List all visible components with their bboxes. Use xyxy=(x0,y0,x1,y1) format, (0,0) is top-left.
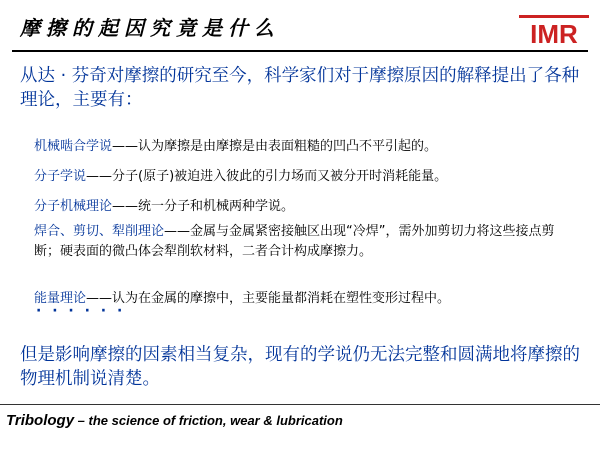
theory-item xyxy=(34,222,580,262)
theory-name: 分子机械理论 xyxy=(34,199,113,214)
theory-desc: ——分子(原子)被迫进入彼此的引力场而又被分开时消耗能量。 xyxy=(86,169,448,184)
theory-item xyxy=(34,197,580,217)
conclusion-paragraph: 但是影响摩擦的因素相当复杂，现有的学说仍无法完整和圆满地将摩擦的物理机制说清楚。 xyxy=(20,345,580,389)
footer-divider xyxy=(0,404,600,405)
header-divider xyxy=(12,50,588,52)
slide-title: 摩擦的起因究竟是什么 xyxy=(20,16,280,40)
theory-desc: ——认为摩擦是由摩擦是由表面粗糙的凹凸不平引起的。 xyxy=(112,139,438,154)
ellipsis: · · · · · · xyxy=(36,303,126,319)
theory-desc: ——认为在金属的摩擦中，主要能量都消耗在塑性变形过程中。 xyxy=(86,291,451,306)
theory-desc: ——金属与金属紧密接触区出现“冷焊”，需外加剪切力将这些接点剪断；硬表面的微凸体会犁削软材料，二者合计构成摩擦力。 xyxy=(34,224,555,259)
imr-logo xyxy=(519,12,589,46)
logo-text: IMR xyxy=(530,19,578,46)
footer xyxy=(6,412,343,429)
footer-tagline: – the science of friction, wear & lubrication xyxy=(74,413,343,428)
theory-name: 分子学说 xyxy=(34,169,87,184)
footer-brand: Tribology xyxy=(6,412,75,429)
theory-name: 能量理论 xyxy=(34,291,87,306)
theory-name: 机械啮合学说 xyxy=(34,139,113,154)
theory-item xyxy=(34,167,580,187)
theory-item xyxy=(34,137,580,157)
theory-desc: ——统一分子和机械两种学说。 xyxy=(112,199,295,214)
intro-paragraph: 从达 · 芬奇对摩擦的研究至今，科学家们对于摩擦原因的解释提出了各种理论，主要有： xyxy=(20,66,580,110)
theory-name: 焊合、剪切、犁削理论 xyxy=(34,224,165,239)
